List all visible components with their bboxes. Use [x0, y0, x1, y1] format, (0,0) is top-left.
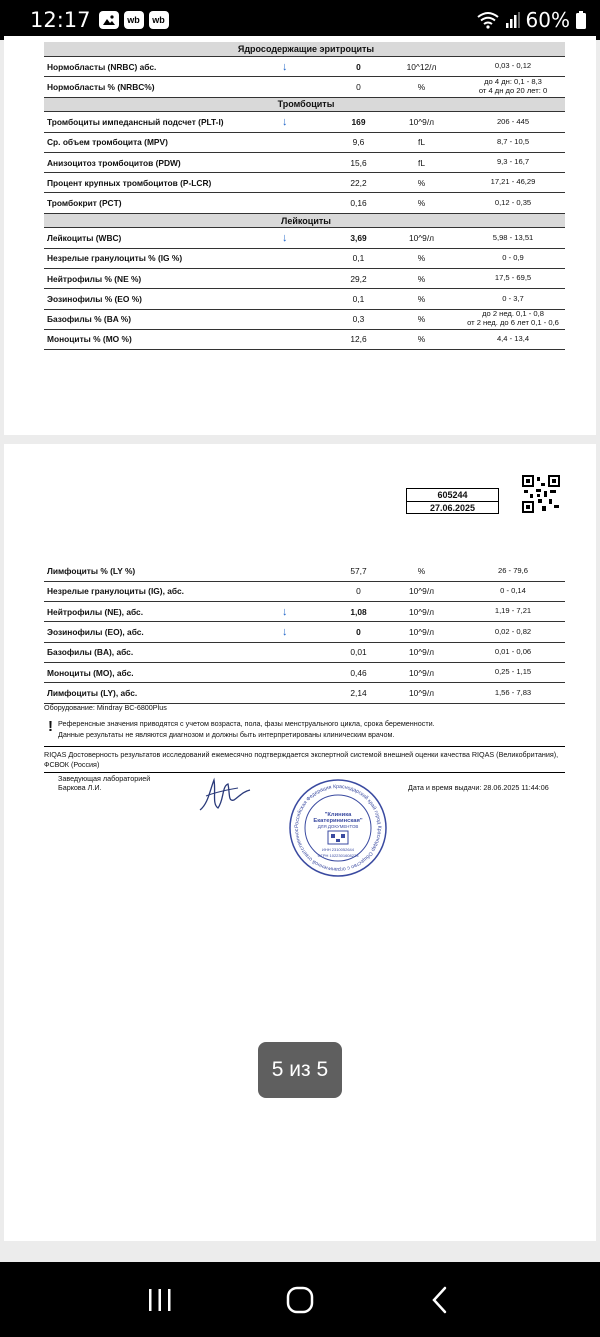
back-icon	[430, 1286, 450, 1314]
warning-icon: !	[48, 718, 53, 735]
reference-range: 0 - 3,7	[502, 293, 524, 303]
reference-cell	[458, 329, 565, 349]
reference-range: 0,03 - 0,12	[494, 61, 532, 71]
stamp-inn: ИНН 2310052644	[321, 847, 355, 852]
document-page-5[interactable]	[4, 444, 596, 1241]
test-name: Моноциты (MO), абс.	[44, 662, 276, 682]
low-flag-icon: ↓	[276, 602, 332, 622]
test-name: Незрелые гранулоциты (IG), абс.	[44, 581, 276, 601]
test-name: Процент крупных тромбоцитов (P-LCR)	[44, 173, 276, 193]
test-value: 0	[332, 77, 382, 97]
status-bar	[0, 0, 600, 40]
test-name: Тромбокрит (PCT)	[44, 193, 276, 213]
document-page-4[interactable]	[4, 36, 596, 435]
section-header	[44, 97, 565, 112]
test-unit: 10^9/л	[382, 622, 458, 642]
reference-cell	[458, 309, 565, 329]
test-value: 0,3	[332, 309, 382, 329]
result-row	[44, 662, 565, 682]
stamp-purpose: ДЛЯ ДОКУМЕНТОВ	[317, 824, 359, 829]
result-row	[44, 112, 565, 132]
flag-cell	[276, 683, 332, 703]
flag-cell	[276, 309, 332, 329]
test-name: Базофилы (BA), абс.	[44, 642, 276, 662]
test-unit: %	[382, 561, 458, 581]
flag-cell	[276, 268, 332, 288]
test-value: 15,6	[332, 152, 382, 172]
diagnosis-note: Данные результаты не являются диагнозом и должны быть интерпретированы клиническим врачом.	[58, 730, 395, 739]
flag-cell	[276, 132, 332, 152]
stamp-clinic-line1: "Клиника	[324, 812, 352, 818]
reference-range: 9,3 - 16,7	[496, 157, 530, 167]
test-unit: 10^9/л	[382, 602, 458, 622]
reference-range: 5,98 - 13,51	[492, 232, 534, 242]
battery-icon	[576, 11, 586, 29]
wb-notification-icon: wb	[124, 11, 144, 29]
flag-cell	[276, 289, 332, 309]
section-title: Ядросодержащие эритроциты	[44, 42, 565, 57]
test-value: 29,2	[332, 268, 382, 288]
result-row	[44, 248, 565, 268]
reference-range: 0,12 - 0,35	[494, 197, 532, 207]
test-name: Эозинофилы (EO), абс.	[44, 622, 276, 642]
issue-datetime: Дата и время выдачи: 28.06.2025 11:44:06	[408, 783, 549, 792]
signal-icon	[506, 12, 520, 28]
battery-percent: 60%	[525, 8, 570, 32]
test-unit: %	[382, 329, 458, 349]
test-value: 0,46	[332, 662, 382, 682]
result-row	[44, 77, 565, 97]
test-unit: 10^9/л	[382, 662, 458, 682]
reference-cell	[458, 77, 565, 97]
reference-range: 0,02 - 0,82	[494, 626, 532, 636]
reference-range: 26 - 79,6	[498, 565, 528, 575]
reference-cell	[458, 152, 565, 172]
flag-cell	[276, 248, 332, 268]
head-name: Баркова Л.И.	[58, 783, 102, 792]
reference-cell	[458, 642, 565, 662]
test-value: 9,6	[332, 132, 382, 152]
reference-range: 0,25 - 1,15	[494, 667, 532, 677]
test-unit: 10^9/л	[382, 642, 458, 662]
section-title: Тромбоциты	[44, 97, 565, 112]
reference-cell	[458, 248, 565, 268]
result-row	[44, 642, 565, 662]
sample-id: 605244	[437, 490, 468, 500]
test-name: Нормобласты (NRBC) абс.	[44, 57, 276, 77]
test-unit: %	[382, 309, 458, 329]
flag-cell	[276, 173, 332, 193]
test-unit: %	[382, 173, 458, 193]
reference-range: 4,4 - 13,4	[496, 334, 530, 344]
low-flag-icon: ↓	[276, 228, 332, 248]
section-title: Лейкоциты	[44, 213, 565, 228]
reference-range: 8,7 - 10,5	[496, 136, 530, 146]
test-value: 0,01	[332, 642, 382, 662]
test-value: 57,7	[332, 561, 382, 581]
test-name: Лимфоциты (LY), абс.	[44, 683, 276, 703]
test-value: 3,69	[332, 228, 382, 248]
test-unit: %	[382, 268, 458, 288]
flag-cell	[276, 662, 332, 682]
result-row	[44, 289, 565, 309]
test-value: 0	[332, 581, 382, 601]
test-value: 0,1	[332, 289, 382, 309]
test-unit: %	[382, 248, 458, 268]
test-unit: fL	[382, 152, 458, 172]
result-row	[44, 268, 565, 288]
reference-range: 206 - 445	[496, 116, 530, 126]
result-row	[44, 329, 565, 349]
clock: 12:17	[30, 8, 91, 32]
reference-range: 0,01 - 0,06	[494, 646, 532, 656]
reference-range: от 4 дн до 20 лет: 0	[478, 86, 548, 96]
test-value: 0	[332, 57, 382, 77]
reference-cell	[458, 132, 565, 152]
result-row	[44, 152, 565, 172]
flag-cell	[276, 77, 332, 97]
results-table-2	[44, 561, 565, 704]
test-name: Незрелые гранулоциты % (IG %)	[44, 248, 276, 268]
test-value: 0,1	[332, 248, 382, 268]
result-row	[44, 228, 565, 248]
recent-apps-icon	[146, 1288, 174, 1312]
test-value: 12,6	[332, 329, 382, 349]
test-unit: 10^9/л	[382, 683, 458, 703]
reference-cell	[458, 622, 565, 642]
flag-cell	[276, 193, 332, 213]
reference-cell	[458, 57, 565, 77]
low-flag-icon: ↓	[276, 112, 332, 132]
test-unit: %	[382, 77, 458, 97]
reference-range: до 2 нед. 0,1 - 0,8	[482, 309, 544, 319]
back-button[interactable]	[420, 1280, 460, 1320]
test-value: 169	[332, 112, 382, 132]
flag-cell	[276, 329, 332, 349]
test-name: Тромбоциты импедансный подсчет (PLT-I)	[44, 112, 276, 132]
sample-id-box	[406, 488, 499, 514]
reference-cell	[458, 289, 565, 309]
reference-cell	[458, 561, 565, 581]
low-flag-icon: ↓	[276, 57, 332, 77]
reference-range: до 4 дн: 0,1 - 8,3	[484, 77, 542, 87]
test-name: Ср. объем тромбоцита (MPV)	[44, 132, 276, 152]
reference-range: 1,56 - 7,83	[494, 687, 532, 697]
stamp-clinic-line2: Екатерининская"	[313, 818, 363, 824]
sample-date: 27.06.2025	[407, 501, 498, 513]
reference-cell	[458, 173, 565, 193]
head-title: Заведующая лабораторией	[58, 774, 151, 783]
test-unit: 10^9/л	[382, 581, 458, 601]
clinic-stamp	[288, 778, 388, 878]
test-unit: 10^9/л	[382, 228, 458, 248]
section-header	[44, 213, 565, 228]
reference-range: от 2 нед. до 6 лет 0,1 - 0,6	[467, 318, 559, 328]
test-name: Лейкоциты (WBC)	[44, 228, 276, 248]
result-row	[44, 57, 565, 77]
test-value: 0	[332, 622, 382, 642]
test-value: 2,14	[332, 683, 382, 703]
result-row	[44, 173, 565, 193]
test-name: Эозинофилы % (EO %)	[44, 289, 276, 309]
result-row	[44, 602, 565, 622]
test-value: 22,2	[332, 173, 382, 193]
test-unit: fL	[382, 132, 458, 152]
home-icon	[286, 1286, 314, 1314]
result-row	[44, 683, 565, 703]
stamp-ring-text: Российская Федерация Краснодарский край город Краснодар Общество с ограниченной ответственнос	[293, 783, 383, 873]
equipment-note: Оборудование: Mindray BC-6800Plus	[44, 703, 167, 712]
reference-cell	[458, 268, 565, 288]
test-name: Нейтрофилы % (NE %)	[44, 268, 276, 288]
flag-cell	[276, 581, 332, 601]
navigation-bar	[0, 1262, 600, 1337]
reference-note: Референсные значения приводятся с учетом возраста, пола, фазы менструального цикла, срока беременности.	[58, 719, 435, 728]
result-row	[44, 581, 565, 601]
test-name: Нормобласты % (NRBC%)	[44, 77, 276, 97]
reference-cell	[458, 112, 565, 132]
result-row	[44, 193, 565, 213]
test-value: 1,08	[332, 602, 382, 622]
reference-cell	[458, 683, 565, 703]
flag-cell	[276, 642, 332, 662]
test-name: Анизоцитоз тромбоцитов (PDW)	[44, 152, 276, 172]
results-table-1	[44, 42, 565, 350]
reference-range: 0 - 0,14	[500, 586, 526, 596]
test-name: Лимфоциты % (LY %)	[44, 561, 276, 581]
wifi-icon	[476, 11, 500, 29]
test-unit: %	[382, 193, 458, 213]
result-row	[44, 309, 565, 329]
test-name: Базофилы % (BA %)	[44, 309, 276, 329]
wb-notification-icon: wb	[149, 11, 169, 29]
reference-range: 17,21 - 46,29	[490, 177, 536, 187]
reference-cell	[458, 193, 565, 213]
result-row	[44, 622, 565, 642]
page-counter-toast: 5 из 5	[258, 1042, 342, 1098]
result-row	[44, 561, 565, 581]
reference-cell	[458, 581, 565, 601]
riqas-note: RIQAS Достоверность результатов исследований ежемесячно подтверждается экспертной системой внешней оценки качества RIQAS (Великобритания), ФСВОК (Россия)	[44, 746, 565, 773]
test-unit: 10^9/л	[382, 112, 458, 132]
result-row	[44, 132, 565, 152]
reference-cell	[458, 662, 565, 682]
reference-range: 17,5 - 69,5	[494, 273, 532, 283]
signature-icon	[194, 770, 254, 820]
test-value: 0,16	[332, 193, 382, 213]
test-name: Нейтрофилы (NE), абс.	[44, 602, 276, 622]
section-header	[44, 42, 565, 57]
stamp-ogrn: ОГРН 1022301608223	[317, 853, 359, 858]
reference-range: 1,19 - 7,21	[494, 606, 532, 616]
qr-code-icon	[522, 475, 560, 513]
test-name: Моноциты % (MO %)	[44, 329, 276, 349]
reference-range: 0 - 0,9	[502, 252, 524, 262]
test-unit: 10^12/л	[382, 57, 458, 77]
flag-cell	[276, 152, 332, 172]
reference-cell	[458, 602, 565, 622]
home-button[interactable]	[280, 1280, 320, 1320]
reference-cell	[458, 228, 565, 248]
flag-cell	[276, 561, 332, 581]
test-unit: %	[382, 289, 458, 309]
low-flag-icon: ↓	[276, 622, 332, 642]
gallery-icon	[99, 11, 119, 29]
recent-apps-button[interactable]	[140, 1280, 180, 1320]
